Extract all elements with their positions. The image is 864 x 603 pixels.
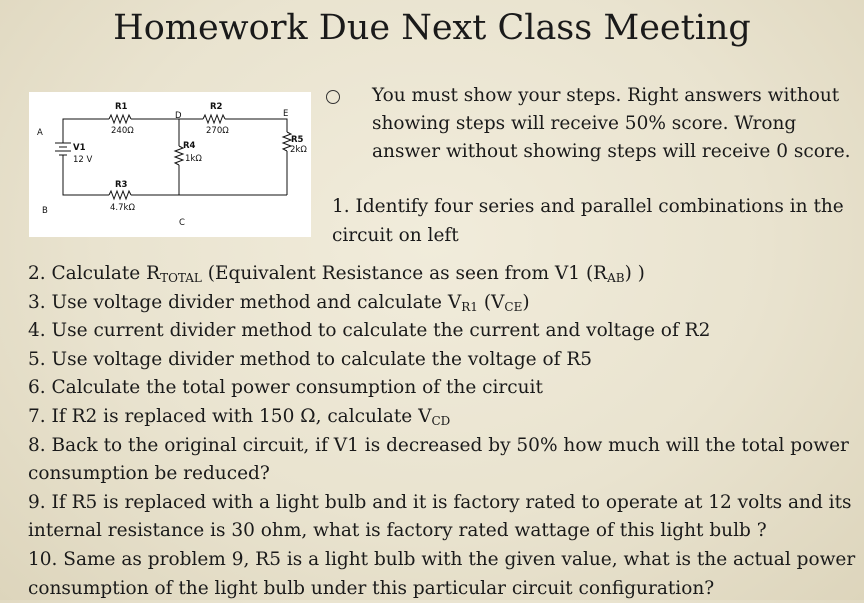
node-c-label: C	[179, 218, 185, 228]
r5-value: 2kΩ	[290, 145, 307, 155]
r1-value: 240Ω	[111, 126, 134, 136]
r2-name: R2	[210, 102, 223, 112]
bullet-circle-icon	[326, 90, 340, 104]
v1-symbol	[55, 143, 71, 159]
question-7: 7. If R2 is replaced with 150 Ω, calculate $V_{CD}$	[28, 405, 451, 428]
r3-name: R3	[115, 180, 128, 190]
question-3: 3. Use voltage divider method and calculate $V_{R1}$ $(V_{CE})$	[28, 291, 530, 314]
question-5: 5. Use voltage divider method to calculate the voltage of R5	[28, 348, 593, 370]
question-2: 2. Calculate $R_{TOTAL}$ (Equivalent Resistance as seen from V1 $(R_{AB})$ )	[28, 263, 645, 285]
r2-symbol	[203, 115, 225, 123]
page-title: Homework Due Next Class Meeting	[113, 8, 751, 48]
r3-value: 4.7kΩ	[110, 203, 135, 213]
node-a-label: A	[37, 128, 43, 138]
question-9: 9. If R5 is replaced with a light bulb and it is factory rated to operate at 12 volts and its internal resistance is 30 ohm, what is factory rated wattage of this light bulb ?	[28, 491, 852, 542]
question-8: 8. Back to the original circuit, if V1 is decreased by 50% how much will the total power consumption be reduced?	[28, 434, 849, 485]
r1-symbol	[109, 115, 131, 123]
v1-name: V1	[73, 143, 86, 153]
circuit-schematic	[29, 92, 311, 237]
r4-symbol	[175, 146, 183, 165]
question-list	[28, 260, 860, 603]
wire-top-left	[63, 119, 109, 143]
question-6: 6. Calculate the total power consumption of the circuit	[28, 377, 543, 399]
node-d-label: D	[175, 111, 182, 121]
r1-name: R1	[115, 102, 128, 112]
v1-value: 12 V	[73, 155, 93, 165]
wire-e	[225, 119, 287, 132]
r5-name: R5	[291, 135, 304, 145]
r4-name: R4	[183, 141, 196, 151]
circuit-diagram	[29, 92, 311, 237]
r2-value: 270Ω	[206, 126, 229, 136]
node-b-label: B	[42, 206, 48, 216]
question-4: 4. Use current divider method to calculate the current and voltage of R2	[28, 320, 711, 342]
r4-value: 1kΩ	[185, 154, 202, 164]
intro-instructions: You must show your steps. Right answers without showing steps will receive 50% score. Wrong answer without showing steps will receive 0 score.	[372, 85, 851, 162]
question-1: 1. Identify four series and parallel combinations in the circuit on left	[332, 196, 844, 246]
question-10: 10. Same as problem 9, R5 is a light bulb with the given value, what is the actual power consumption of the light bulb under this particular circuit configuration?	[28, 548, 856, 599]
node-e-label: E	[283, 109, 289, 119]
r3-symbol	[109, 191, 131, 199]
